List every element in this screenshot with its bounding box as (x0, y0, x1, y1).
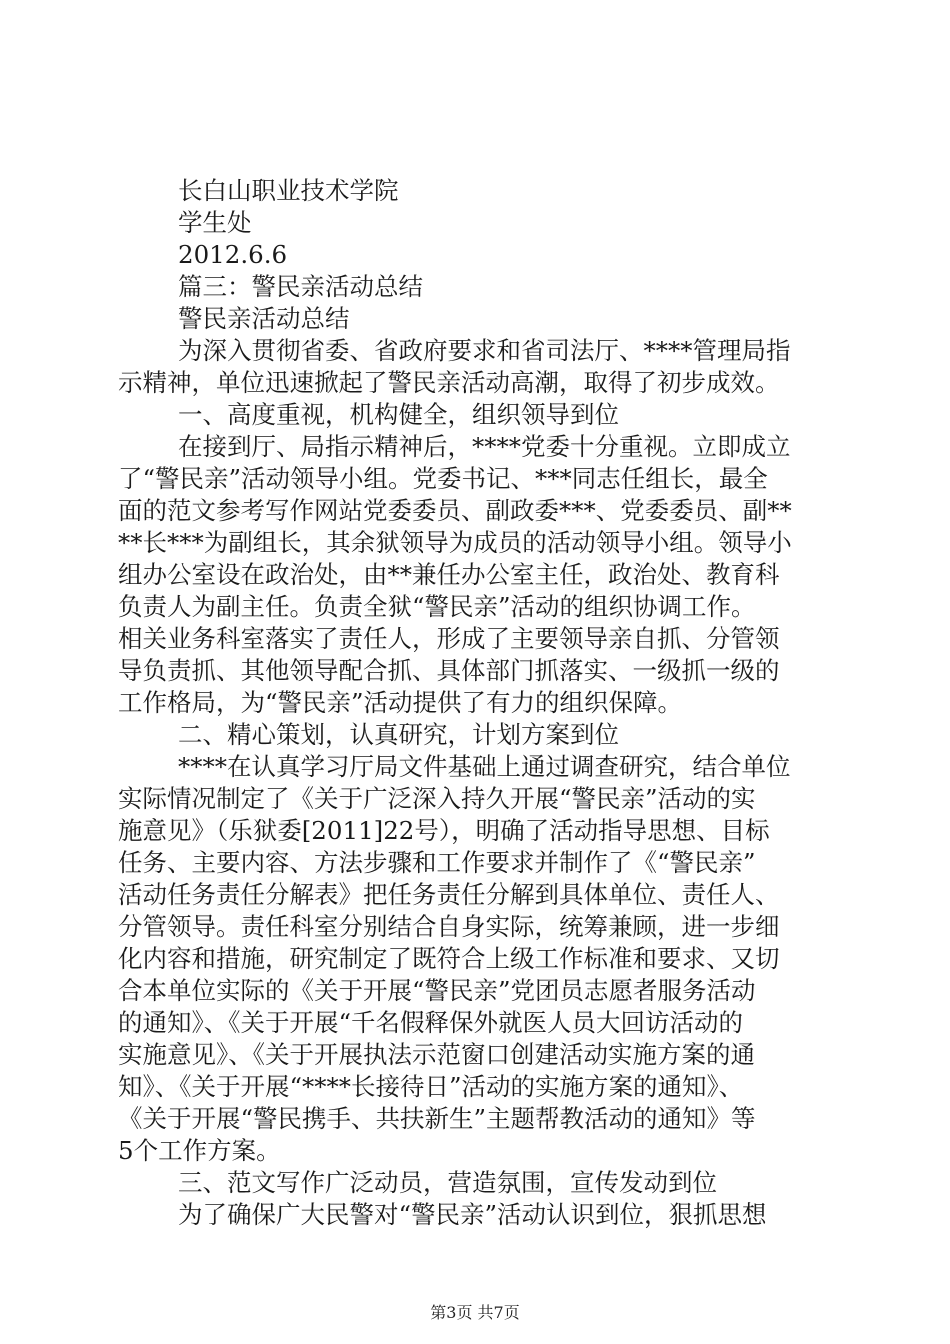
paragraph-line: 实际情况制定了《关于广泛深入持久开展“警民亲”活动的实 (118, 784, 756, 813)
paragraph-line: 合本单位实际的《关于开展“警民亲”党团员志愿者服务活动 (118, 976, 756, 1005)
paragraph-line: 活动任务责任分解表》把任务责任分解到具体单位、责任人、 (118, 880, 780, 909)
heading-line: 三、范文写作广泛动员，营造氛围，宣传发动到位 (178, 1168, 717, 1197)
paragraph-line: 知》、《关于开展“****长接待日”活动的实施方案的通知》、 (118, 1072, 744, 1101)
paragraph-line: 的通知》、《关于开展“千名假释保外就医人员大回访活动的 (118, 1008, 744, 1037)
paragraph-line: 面的范文参考写作网站党委委员、副政委***、党委委员、副** (118, 496, 792, 525)
paragraph-line: ****在认真学习厅局文件基础上通过调查研究，结合单位 (178, 752, 791, 781)
paragraph-line: 组办公室设在政治处，由**兼任办公室主任，政治处、教育科 (118, 560, 780, 589)
paragraph-line: 化内容和措施，研究制定了既符合上级工作标准和要求、又切 (118, 944, 780, 973)
paragraph-line: 为深入贯彻省委、省政府要求和省司法厅、****管理局指 (178, 336, 791, 365)
paragraph-line: 相关业务科室落实了责任人，形成了主要领导亲自抓、分管领 (118, 624, 780, 653)
org-name-line: 长白山职业技术学院 (178, 176, 399, 205)
paragraph-line: 5个工作方案。 (118, 1136, 281, 1165)
paragraph-line: 了“警民亲”活动领导小组。党委书记、***同志任组长，最全 (118, 464, 768, 493)
paragraph-line: 为了确保广大民警对“警民亲”活动认识到位，狠抓思想 (178, 1200, 767, 1229)
paragraph-line: 分管领导。责任科室分别结合自身实际，统筹兼顾，进一步细 (118, 912, 780, 941)
paragraph-line: 任务、主要内容、方法步骤和工作要求并制作了《“警民亲” (118, 848, 756, 877)
paragraph-line: 负责人为副主任。负责全狱“警民亲”活动的组织协调工作。 (118, 592, 756, 621)
date-line: 2012.6.6 (178, 240, 288, 269)
department-line: 学生处 (178, 208, 252, 237)
heading-line: 一、高度重视，机构健全，组织领导到位 (178, 400, 619, 429)
paragraph-line: 示精神，单位迅速掀起了警民亲活动高潮，取得了初步成效。 (118, 368, 780, 397)
page-number-footer: 第3页 共7页 (430, 1303, 520, 1322)
section-title-line: 篇三：警民亲活动总结 (178, 272, 423, 301)
paragraph-line: **长***为副组长，其余狱领导为成员的活动领导小组。领导小 (118, 528, 792, 557)
paragraph-line: 施意见》（乐狱委[2011]22号），明确了活动指导思想、目标 (118, 816, 770, 845)
paragraph-line: 实施意见》、《关于开展执法示范窗口创建活动实施方案的通 (118, 1040, 755, 1069)
paragraph-line: 在接到厅、局指示精神后，****党委十分重视。立即成立 (178, 432, 791, 461)
article-title-line: 警民亲活动总结 (178, 304, 350, 333)
paragraph-line: 《关于开展“警民携手、共扶新生”主题帮教活动的通知》等 (118, 1104, 756, 1133)
paragraph-line: 工作格局，为“警民亲”活动提供了有力的组织保障。 (118, 688, 683, 717)
heading-line: 二、精心策划，认真研究，计划方案到位 (178, 720, 619, 749)
paragraph-line: 导负责抓、其他领导配合抓、具体部门抓落实、一级抓一级的 (118, 656, 780, 685)
